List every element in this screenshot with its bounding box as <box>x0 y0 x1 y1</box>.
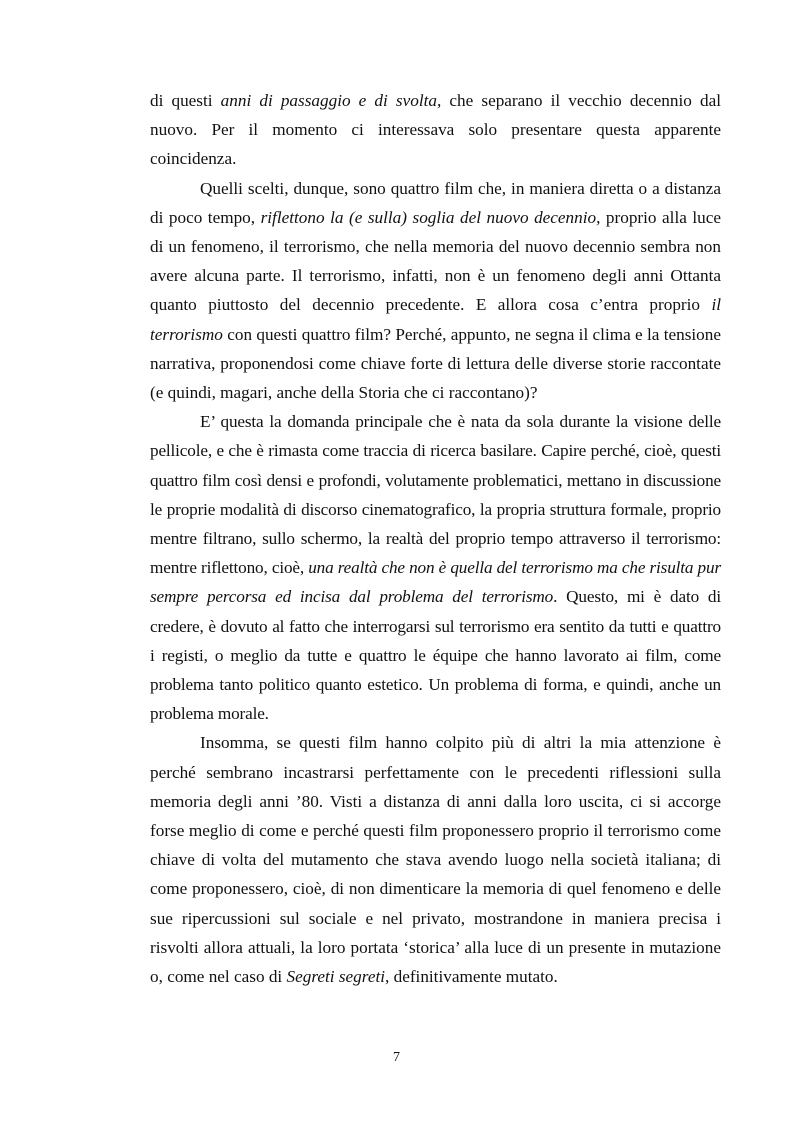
paragraph-2-italic-2: il terrorismo <box>150 295 721 344</box>
paragraph-2-text-1: Quelli scelti, dunque, sono quattro film che, in maniera diretta o a distanza di poco tempo, <box>150 178 721 227</box>
paragraph-2 <box>150 174 721 408</box>
paragraph-1-text-2: , che separano il vecchio decennio dal nuovo. Per il momento ci interessava solo presentare questa apparente coincidenza. <box>150 91 721 169</box>
page-number: 7 <box>393 1050 400 1065</box>
paragraph-4-text-2: , definitivamente mutato. <box>385 967 558 987</box>
paragraph-3 <box>150 407 721 728</box>
page-body <box>150 86 721 991</box>
paragraph-1 <box>150 86 721 174</box>
paragraph-4-text-1: Insomma, se questi film hanno colpito più di altri la mia attenzione è perché sembrano incastrarsi perfettamente con le precedenti riflessioni sulla memoria degli anni ’80. Visti a distanza di anni dalla loro uscita, ci si accorge forse meglio di come e perché questi film proponessero proprio il terrorismo come chiave di volta del mutamento che stava avendo luogo nella società italiana; di come proponessero, cioè, di non dimenticare la memoria di quel fenomeno e delle sue ripercussioni sul sociale e nel privato, mostrandone in maniera precisa i risvolti allora attuali, la loro portata ‘storica’ alla luce di un presente in mutazione o, come nel caso di <box>150 733 721 987</box>
paragraph-2-italic-1: riflettono la (e sulla) soglia del nuovo decennio <box>260 207 597 227</box>
paragraph-2-text-3: con questi quattro film? Perché, appunto, ne segna il clima e la tensione narrativa, proponendosi come chiave forte di lettura delle diverse storie raccontate (e quindi, magari, anche della Storia che ci raccontano)? <box>150 324 721 403</box>
paragraph-4 <box>150 728 721 991</box>
paragraph-3-italic-1: una realtà che non è quella del terrorismo ma che risulta pur sempre percorsa ed incisa dal problema del terrorismo <box>150 558 721 607</box>
paragraph-3-text-1: E’ questa la domanda principale che è nata da sola durante la visione delle pellicole, e che è rimasta come traccia di ricerca basilare. Capire perché, cioè, questi quattro film così densi e profondi, volutamente problematici, mettano in discussione le proprie modalità di discorso cinematografico, la propria struttura formale, proprio mentre filtrano, sullo schermo, la realtà del proprio tempo attraverso il terrorismo: mentre riflettono, cioè, <box>150 412 721 578</box>
paragraph-1-text-1: di questi <box>150 91 221 110</box>
paragraph-4-italic-1: Segreti segreti <box>286 967 385 987</box>
paragraph-2-text-2: , proprio alla luce di un fenomeno, il terrorismo, che nella memoria del nuovo decennio sembra non avere alcuna parte. Il terrorismo, infatti, non è un fenomeno degli anni Ottanta quanto piuttosto del decennio precedente. E allora cosa c’entra proprio <box>150 207 721 315</box>
paragraph-1-italic-1: anni di passaggio e di svolta <box>220 91 437 110</box>
paragraph-3-text-2: . Questo, mi è dato di credere, è dovuto al fatto che interrogarsi sul terrorismo era sentito da tutti e quattro i registi, o meglio da tutte e quattro le équipe che hanno lavorato ai film, come problema tanto politico quanto estetico. Un problema di forma, e quindi, anche un problema morale. <box>150 587 721 724</box>
